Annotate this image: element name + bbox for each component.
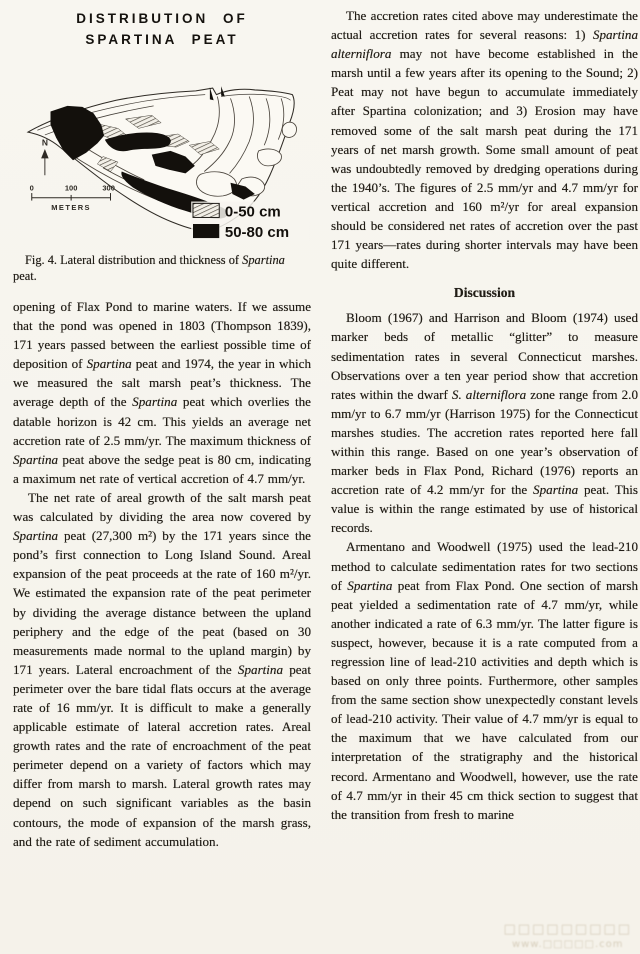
text-run: peat which overlies the datable horizon is 42 cm. This yields an average net accretion rate of 2.5 mm/yr. The maximum thickness of [13, 394, 311, 448]
scale-tick-300: 300 [102, 183, 115, 193]
flax-pond-map-svg [13, 80, 313, 248]
left-column-text [13, 297, 311, 851]
text-run: Fig. 4. Lateral distribution and thickness of [25, 253, 243, 267]
body-paragraph [331, 6, 638, 273]
text-run: The net rate of areal growth of the salt marsh peat was calculated by dividing the area now covered by [13, 489, 311, 525]
scale-unit-label: METERS [51, 202, 91, 212]
watermark-line2: www.□□□□□.com [511, 939, 624, 950]
legend-swatch-hatched [193, 203, 219, 217]
right-column-text [331, 6, 638, 824]
text-run: peat. [13, 268, 37, 283]
figure-4-map [13, 80, 311, 248]
north-arrow [41, 137, 49, 175]
left-column [13, 6, 311, 851]
body-paragraph [331, 308, 638, 537]
italic-text-run: S. alterniflora [451, 386, 527, 402]
map-legend [191, 202, 309, 242]
body-paragraph [13, 297, 311, 488]
italic-text-run: Spartina [86, 356, 132, 372]
legend-label-50-80: 50-80 cm [224, 224, 290, 242]
italic-text-run: Spartina [237, 661, 284, 677]
italic-text-run: Spartina [242, 253, 285, 267]
text-run: peat (27,300 m²) by the 171 years since the pond’s first connection to Long Island Sound. Areal expansion of the peat proceeds at the rate of 160 m²/yr. We estimated the expansion rate of the peat perimeter by dividing the average distance between the upland periphery and the edge of the peat (based on 30 measurements made normal to the upland margin) by 171 years. Lateral encroachment of the [13, 528, 311, 677]
scale-bar [30, 183, 115, 212]
text-run: Armentano and Woodwell (1975) used the lead-210 method to calculate sedimentation rates for two sections of [331, 539, 638, 593]
text-run: peat perimeter over the bare tidal flats occurs at the average rate of 16 mm/yr. It is difficult to make a generally applicable estimate of lateral accretion rates. Areal growth rates and the rate of encroachment of the peat perimeter depend on a variety of factors which may differ from marsh to marsh. Lateral growth rates may depend on such significant variables as the basin contours, the mode of expansion of the marsh grass, and the rate of sediment accumulation. [13, 661, 312, 849]
discussion-section-heading: Discussion [453, 285, 516, 301]
figure-map-title-line1: DISTRIBUTION OF [76, 11, 248, 26]
italic-text-run: Spartina alterniflora [331, 27, 638, 62]
watermark [503, 922, 632, 952]
figure-map-title [13, 6, 311, 50]
italic-text-run: Spartina [533, 482, 579, 498]
text-run: zone range from 2.0 mm/yr to 6.7 mm/yr (Harrison 1975) for the Connecticut marshes studies. The accretion rates reported here fall within this range. Based on one year’s observation of marker beds in Flax Pond, Richard (1976) reports an accretion rate of 4.2 mm/yr for the [331, 386, 639, 498]
figure-caption [13, 253, 311, 284]
svg-text:N: N [41, 137, 48, 148]
body-paragraph [331, 537, 638, 823]
scale-tick-0: 0 [29, 183, 34, 193]
body-paragraph [13, 488, 311, 851]
italic-text-run: Spartina [13, 451, 59, 467]
watermark-line1: □□□□□□□□□ [503, 922, 632, 937]
italic-text-run: Spartina [347, 577, 393, 593]
text-run: peat and 1974, the year in which we measured the salt marsh peat’s thickness. The average depth of the [13, 356, 312, 410]
text-run: opening of Flax Pond to marine waters. If we assume that the pond was opened in 1803 (Thompson 1839), 171 years passed between the earliest possible time of deposition of [13, 299, 311, 372]
text-run: peat from Flax Pond. One section of marsh peat yielded a sedimentation rate of 4.7 mm/yr, while another indicated a rate of 6.3 mm/yr. The latter figure is suspect, however, because it is a rate computed from a regression line of lead-210 activities and depth which is based on only three points. Furthermore, other samples from the same section show unexpectedly constant levels of lead-210 activity. Their value of 4.7 mm/yr is equal to the maximum that we have calculated from our interpretation of the stratigraphy and the historical record. Armentano and Woodwell, however, use the rate of 4.7 mm/yr in their 45 cm thick section to suggest that the transition from fresh to marine [331, 577, 638, 822]
text-run: peat. This value is within the range estimated by use of historical records. [331, 482, 638, 536]
right-column [331, 6, 638, 824]
legend-label-0-50: 0-50 cm [224, 203, 281, 221]
text-run: may not have become established in the marsh until a few years after its opening to the Sound; 2) Peat may not have begun to accumulate immediately after Spartina colonization; and 3) Erosion may have removed some of the salt marsh peat during the 171 years of net marsh growth. Some small amount of peat was undoubtedly removed by dredging operations during the 1940’s. The figures of 2.5 mm/yr and 4.7 mm/yr for vertical accretion and 160 m²/yr for areal expansion should be considered net rates of accretion over the past 171 years—rates during shorter intervals may have been quite different. [331, 46, 638, 272]
italic-text-run: Spartina [132, 394, 178, 410]
scale-tick-100: 100 [64, 183, 78, 193]
legend-swatch-solid [193, 224, 219, 238]
text-run: peat above the sedge peat is 80 cm, indicating a maximum net rate of vertical accretion of 4.7 mm/yr. [13, 451, 311, 486]
figure-map-title-line2: SPARTINA PEAT [85, 32, 239, 47]
italic-text-run: Spartina [13, 528, 59, 544]
text-run: Bloom (1967) and Harrison and Bloom (1974) used marker beds of metallic “glitter” to measure sedimentation rates in several Connecticut marshes. Observations over a ten year period show that accretion rates within the dwarf [331, 310, 638, 402]
text-run: The accretion rates cited above may underestimate the actual accretion rates for several reasons: 1) [331, 8, 638, 43]
